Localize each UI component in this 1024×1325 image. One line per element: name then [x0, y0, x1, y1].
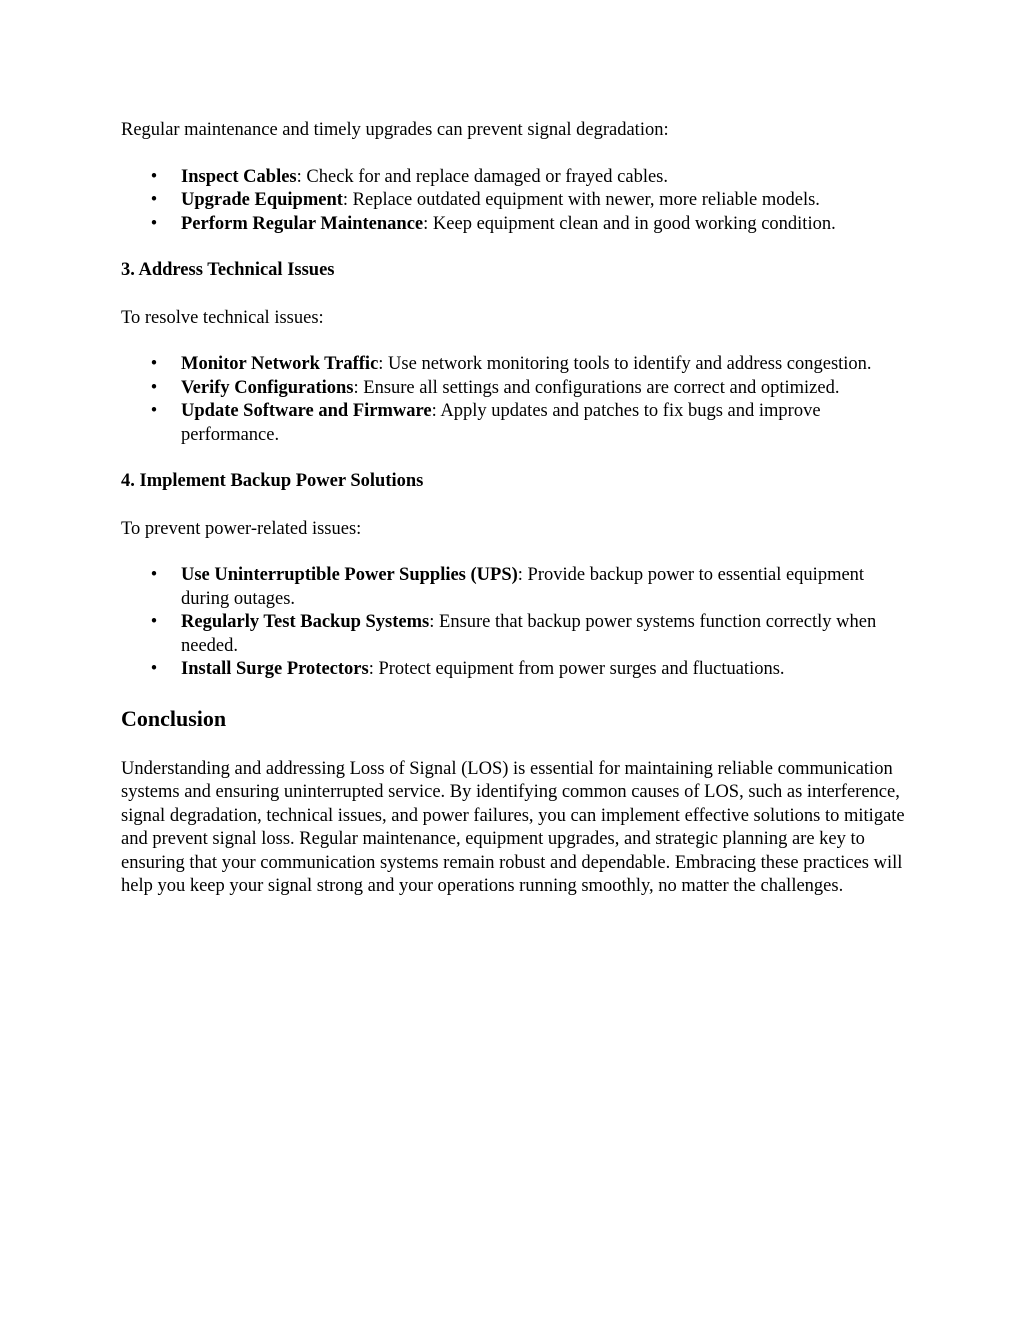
list-item — [121, 400, 911, 447]
maintenance-intro: Regular maintenance and timely upgrades can prevent signal degradation: — [121, 120, 669, 140]
conclusion-heading: Conclusion — [121, 705, 227, 731]
item-term: Verify Configurations — [181, 377, 354, 398]
item-term: Regularly Test Backup Systems — [181, 612, 430, 632]
bullet-icon: • — [150, 565, 158, 585]
technical-list — [121, 353, 911, 447]
bullet-icon: • — [150, 213, 158, 234]
bullet-icon: • — [150, 377, 158, 398]
bullet-icon: • — [150, 612, 158, 632]
bullet-icon: • — [150, 659, 158, 679]
item-text: : Apply updates and patches to fix bugs and improve performance. — [181, 401, 821, 445]
item-text: : Protect equipment from power surges and fluctuations. — [368, 659, 785, 679]
list-item — [121, 189, 911, 213]
list-item — [121, 611, 911, 658]
section-intro-power: To prevent power-related issues: — [121, 518, 362, 539]
bullet-icon: • — [150, 190, 158, 210]
conclusion-paragraph: Understanding and addressing Loss of Signal (LOS) is essential for maintaining reliable communication systems and ensuring uninterrupted service. By identifying common causes of LOS, such as interference, signal degradation, technical issues, and power failures, you can implement effective solutions to mitigate and prevent signal loss. Regular maintenance, equipment upgrades, and strategic planning are key to ensuring that your communication systems remain robust and dependable. Embracing these practices will help you keep your signal strong and your operations running smoothly, no matter the challenges. — [121, 758, 905, 896]
item-term: Monitor Network Traffic — [181, 354, 379, 374]
item-text: : Ensure that backup power systems function correctly when needed. — [181, 612, 877, 656]
maintenance-list — [121, 166, 911, 237]
list-item — [121, 377, 911, 401]
item-term: Inspect Cables — [181, 166, 297, 187]
item-text: : Check for and replace damaged or frayed cables. — [296, 166, 668, 187]
power-list — [121, 564, 911, 682]
list-item — [121, 353, 911, 377]
item-text: : Replace outdated equipment with newer, more reliable models. — [342, 190, 820, 210]
section-heading-power: 4. Implement Backup Power Solutions — [121, 471, 424, 491]
list-item — [121, 166, 911, 190]
item-text: : Ensure all settings and configurations are correct and optimized. — [353, 377, 840, 398]
bullet-icon: • — [150, 401, 158, 421]
section-heading-technical: 3. Address Technical Issues — [121, 260, 335, 280]
bullet-icon: • — [150, 354, 158, 374]
item-term: Install Surge Protectors — [181, 659, 369, 679]
list-item — [121, 658, 911, 682]
item-text: : Provide backup power to essential equipment during outages. — [181, 565, 865, 609]
item-text: : Use network monitoring tools to identify and address congestion. — [378, 354, 872, 374]
bullet-icon: • — [150, 166, 158, 187]
document-page — [121, 119, 911, 899]
list-item — [121, 213, 911, 237]
item-term: Update Software and Firmware — [181, 401, 432, 421]
item-term: Upgrade Equipment — [181, 190, 343, 210]
section-intro-technical: To resolve technical issues: — [121, 307, 324, 328]
item-term: Use Uninterruptible Power Supplies (UPS) — [181, 565, 518, 585]
list-item — [121, 564, 911, 611]
item-text: : Keep equipment clean and in good working condition. — [423, 213, 836, 234]
item-term: Perform Regular Maintenance — [181, 213, 424, 234]
